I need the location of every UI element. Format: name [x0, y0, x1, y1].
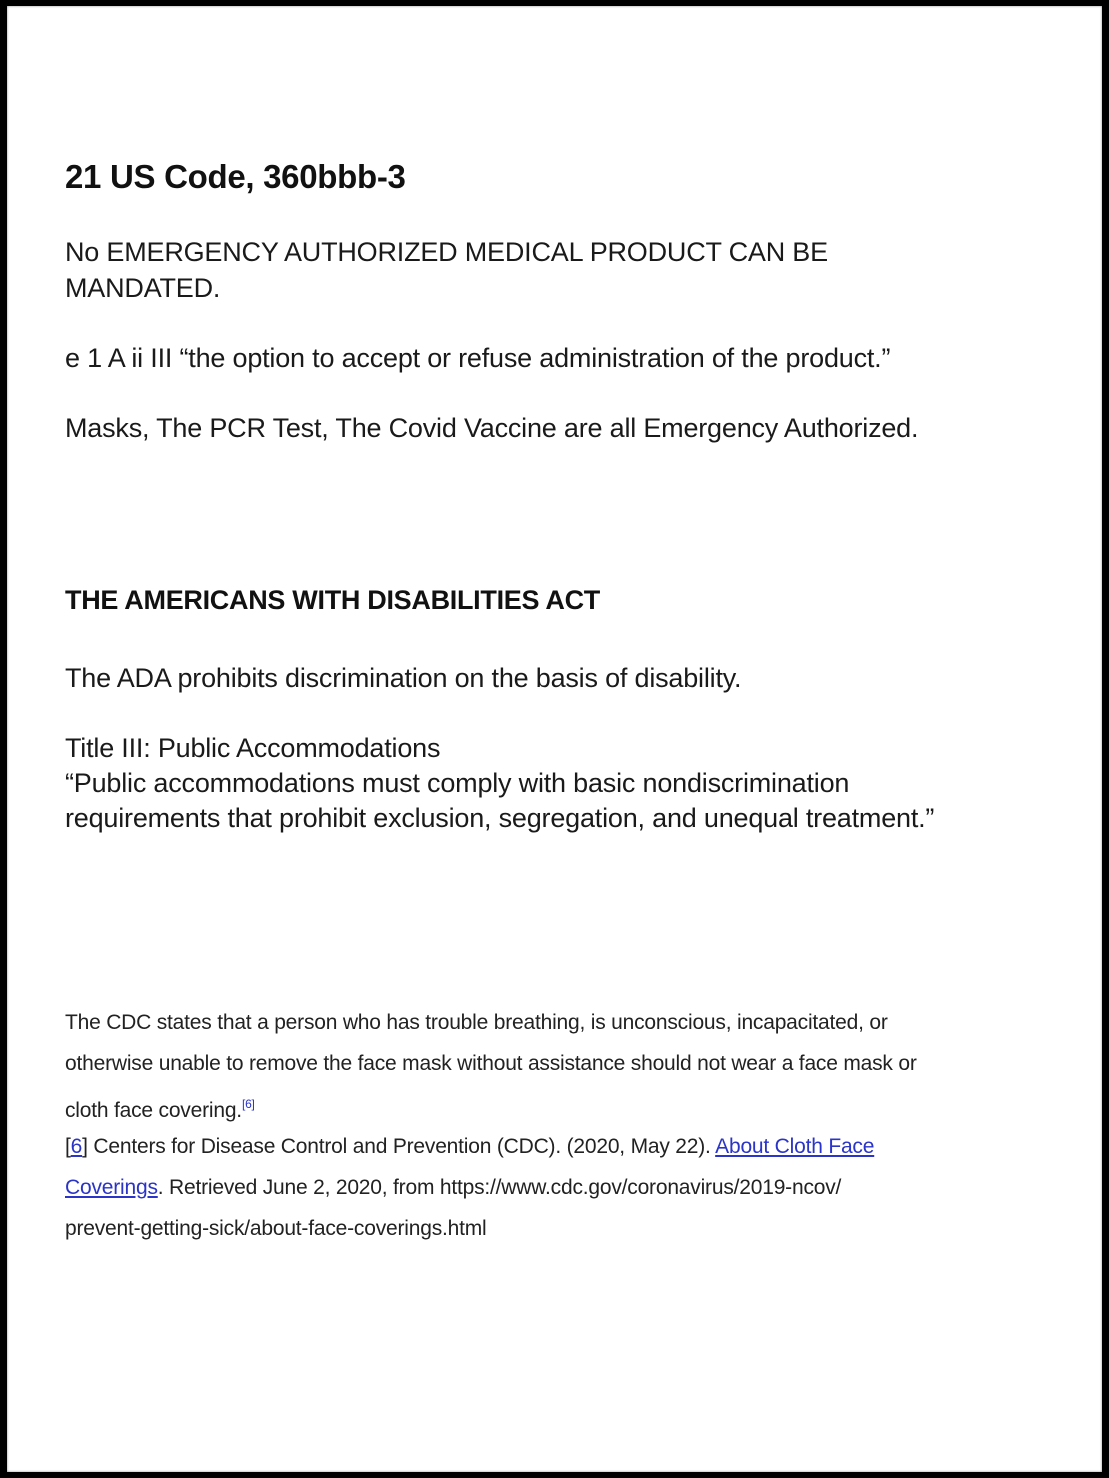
- statute-heading: 21 US Code, 360bbb-3: [65, 158, 406, 195]
- about-cloth-face-coverings-link-cont[interactable]: Coverings: [65, 1176, 158, 1199]
- emergency-authorized-note: Masks, The PCR Test, The Covid Vaccine are all Emergency Authorized.: [65, 413, 919, 443]
- retrieved-text: . Retrieved June 2, 2020, from https://www.cdc.gov/coronavirus/2019-ncov/: [157, 1176, 842, 1199]
- reference-line-2: [65, 1167, 841, 1208]
- ref-open-bracket: [: [65, 1135, 71, 1158]
- ada-quote-line-2: requirements that prohibit exclusion, segregation, and unequal treatment.”: [65, 803, 935, 833]
- cdc-text-line-3: [65, 1084, 255, 1131]
- statute-citation: e 1 A ii III “the option to accept or refuse administration of the product.”: [65, 343, 891, 373]
- title-iii-label: Title III: Public Accommodations: [65, 733, 441, 763]
- ada-heading: THE AMERICANS WITH DISABILITIES ACT: [65, 585, 600, 615]
- statute-statement-line-2: MANDATED.: [65, 273, 221, 303]
- cdc-text-line-2: otherwise unable to remove the face mask without assistance should not wear a face mask or: [65, 1052, 917, 1075]
- footnote-marker[interactable]: [6]: [241, 1097, 255, 1111]
- cdc-text-line-1: The CDC states that a person who has trouble breathing, is unconscious, incapacitated, or: [65, 1011, 888, 1034]
- document-page: [7, 6, 1102, 1472]
- about-cloth-face-coverings-link[interactable]: About Cloth Face: [715, 1135, 875, 1158]
- reference-line-3: prevent-getting-sick/about-face-coverings.html: [65, 1217, 487, 1240]
- ada-quote-line-1: “Public accommodations must comply with basic nondiscrimination: [65, 768, 850, 798]
- reference-line-1: [65, 1126, 874, 1167]
- ref-close-bracket: ]: [82, 1135, 88, 1158]
- statute-statement-line-1: No EMERGENCY AUTHORIZED MEDICAL PRODUCT CAN BE: [65, 237, 828, 267]
- reference-number-link[interactable]: 6: [70, 1135, 83, 1158]
- ada-statement: The ADA prohibits discrimination on the basis of disability.: [65, 663, 742, 693]
- reference-text: Centers for Disease Control and Prevention (CDC). (2020, May 22).: [87, 1135, 716, 1158]
- cdc-text-line-3-text: cloth face covering.: [65, 1099, 242, 1122]
